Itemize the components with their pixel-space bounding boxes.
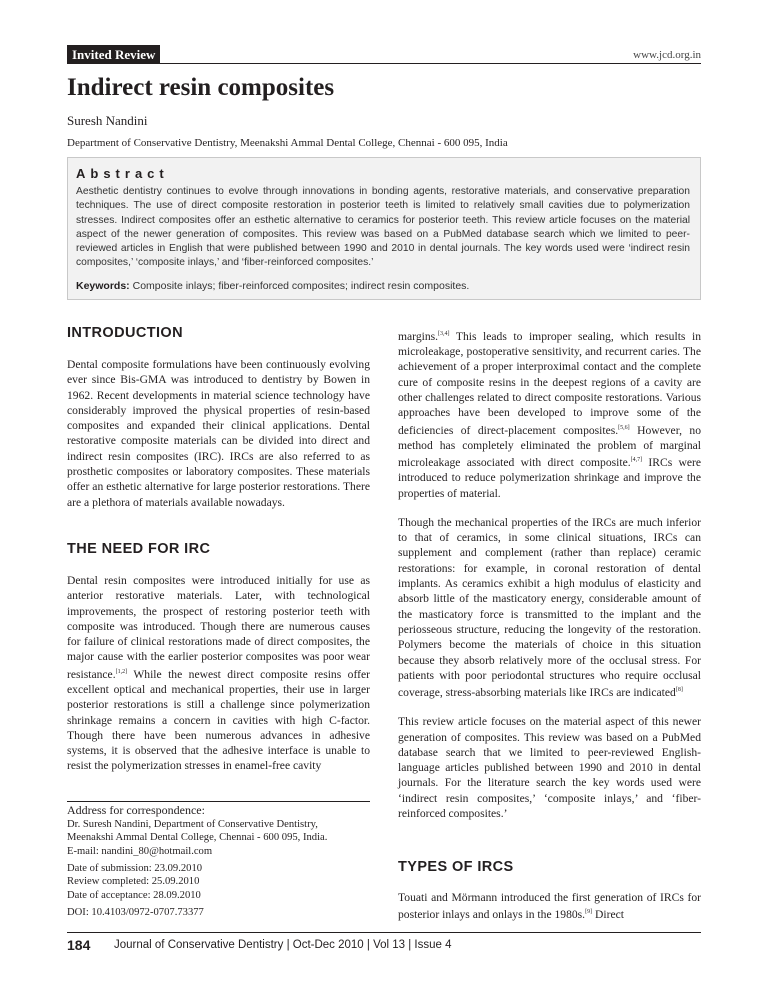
need-for-irc-paragraph: Dental resin composites were introduced initially for use as anterior restorative materials. Later, with technological improvements, the prospect of restoring posterior teeth with composite was introduced. Though there are numerous causes for failure of clinical restorations made of direct composites, the major cause with the earlier posterior composites was poor wear resistance.[1,2] While the newest direct composite resins offer excellent optical and mechanical properties, their use in larger posterior restorations is still a challenge since polymerization shrinkage remains a concern in cavities with high C-factor. Though there have been numerous advances in adhesive systems, it is observed that the adhesive interface is unable to resist the polymerization stresses in enamel-free cavity xyxy=(67,574,370,773)
correspondence-address: Dr. Suresh Nandini, Department of Conservative Dentistry, Meenakshi Ammal Dental College, Chennai - 600 095, India. E-mail: nandini_80@hotmail.com xyxy=(67,818,370,858)
article-type-badge: Invited Review xyxy=(67,45,160,64)
author-name: Suresh Nandini xyxy=(67,113,148,128)
page-number: 184 xyxy=(67,937,91,953)
header-rule xyxy=(67,63,701,64)
citation[interactable]: [5,6] xyxy=(618,424,630,431)
types-of-ircs-heading: TYPES OF IRCS xyxy=(398,859,514,875)
article-dates: Date of submission: 23.09.2010 Review completed: 25.09.2010 Date of acceptance: 28.09.2010 xyxy=(67,863,203,901)
correspondence-email[interactable]: E-mail: nandini_80@hotmail.com xyxy=(67,845,213,857)
abstract-heading: Abstract xyxy=(76,166,169,181)
types-of-ircs-paragraph: Touati and Mörmann introduced the first generation of IRCs for posterior inlays and onlays in the 1980s.[9] Direct xyxy=(398,891,701,922)
paragraph: Though the mechanical properties of the IRCs are much inferior to that of ceramics, in some clinical situations, IRCs can supplement and complement (rather than replace) ceramic restorations: for example, in coronal restoration of dental implants. As ceramics exhibit a high modulus of elasticity and absorb little of the masticatory energy, considerable amount of the masticatory force is transmitted to the implant and the periosseous structure, reducing the longevity of the restoration. Polymers become the materials of choice in this situation because they absorb relatively more of the occlusal stress. For patients with poor periodontal structures who require occlusal coverage, stress-absorbing materials like IRCs are indicated[8] xyxy=(398,515,701,699)
keywords-label: Keywords: xyxy=(76,280,130,292)
footer-rule xyxy=(67,932,701,933)
paragraph: margins.[3,4] This leads to improper sealing, which results in microleakage, postoperative sensitivity, and recurrent caries. The achievement of a proper interproximal contact and the complete cure of composite resins in the deepest regions of a cavity are other challenges related to direct composite restorations. Various approaches have been developed to improve some of the deficiencies of direct-placement composites.[5,6] However, no method has completely eliminated the problem of marginal microleakage associated with direct composite.[4,7] IRCs were introduced to reduce polymerization shrinkage and improve the properties of material. xyxy=(398,329,701,500)
need-for-irc-heading: THE NEED FOR IRC xyxy=(67,541,211,557)
abstract-text: Aesthetic dentistry continues to evolve through innovations in bonding agents, restorative materials, and conservative preparation techniques. The use of direct composite restoration in posterior teeth is limited to relatively small cavities due to polymerization stresses. Indirect composites offer an esthetic alternative to ceramics for posterior teeth. This review article focuses on the material aspect of the newer generation of composites. This review was based on a PubMed database search which we limited to peer-reviewed articles in English that were published between 1990 and 2010 in dental journals. The key words used were ‘indirect resin composites,’ ‘composite inlays,’ and ‘fiber-reinforced composites.’ xyxy=(76,186,690,269)
keywords-text: Composite inlays; fiber-reinforced composites; indirect resin composites. xyxy=(132,280,470,292)
introduction-heading: INTRODUCTION xyxy=(67,325,183,341)
author-affiliation: Department of Conservative Dentistry, Meenakshi Ammal Dental College, Chennai - 600 095, India xyxy=(67,137,508,149)
citation[interactable]: [1,2] xyxy=(115,668,128,675)
citation[interactable]: [8] xyxy=(675,687,683,694)
citation[interactable]: [9] xyxy=(585,909,593,916)
doi[interactable]: DOI: 10.4103/0972-0707.73377 xyxy=(67,907,204,918)
citation[interactable]: [4,7] xyxy=(630,457,643,464)
correspondence-rule xyxy=(67,801,370,802)
correspondence-title: Address for correspondence: xyxy=(67,803,205,817)
abstract-box xyxy=(67,157,701,300)
article-title: Indirect resin composites xyxy=(67,74,335,101)
journal-website[interactable]: www.jcd.org.in xyxy=(633,49,701,61)
right-column-text xyxy=(398,327,701,821)
citation[interactable]: [3,4] xyxy=(438,331,450,337)
keywords xyxy=(76,280,469,292)
journal-citation: Journal of Conservative Dentistry | Oct-Dec 2010 | Vol 13 | Issue 4 xyxy=(114,939,452,951)
introduction-paragraph: Dental composite formulations have been continuously evolving ever since Bis-GMA was introduced to dentistry by Bowen in 1962. Recent developments in material science technology have considerably improved the physical properties of resin-based composites and expanded their clinical applications. Dental restorative composite materials can be divided into direct and indirect resin composites (IRC). IRCs are also referred to as prosthetic composites or laboratory composites. These materials offer an esthetic alternative for large posterior restorations. There are a plethora of materials available nowadays. xyxy=(67,358,370,509)
paragraph: This review article focuses on the material aspect of this newer generation of composites. This review was based on a PubMed database search that we limited to peer-reviewed English-language articles published between 1990 and 2010 in dental journals. For the literature search the key words used were ‘indirect resin composites,’ ‘composite inlays,’ and ‘fiber-reinforced composites.’ xyxy=(398,715,701,821)
